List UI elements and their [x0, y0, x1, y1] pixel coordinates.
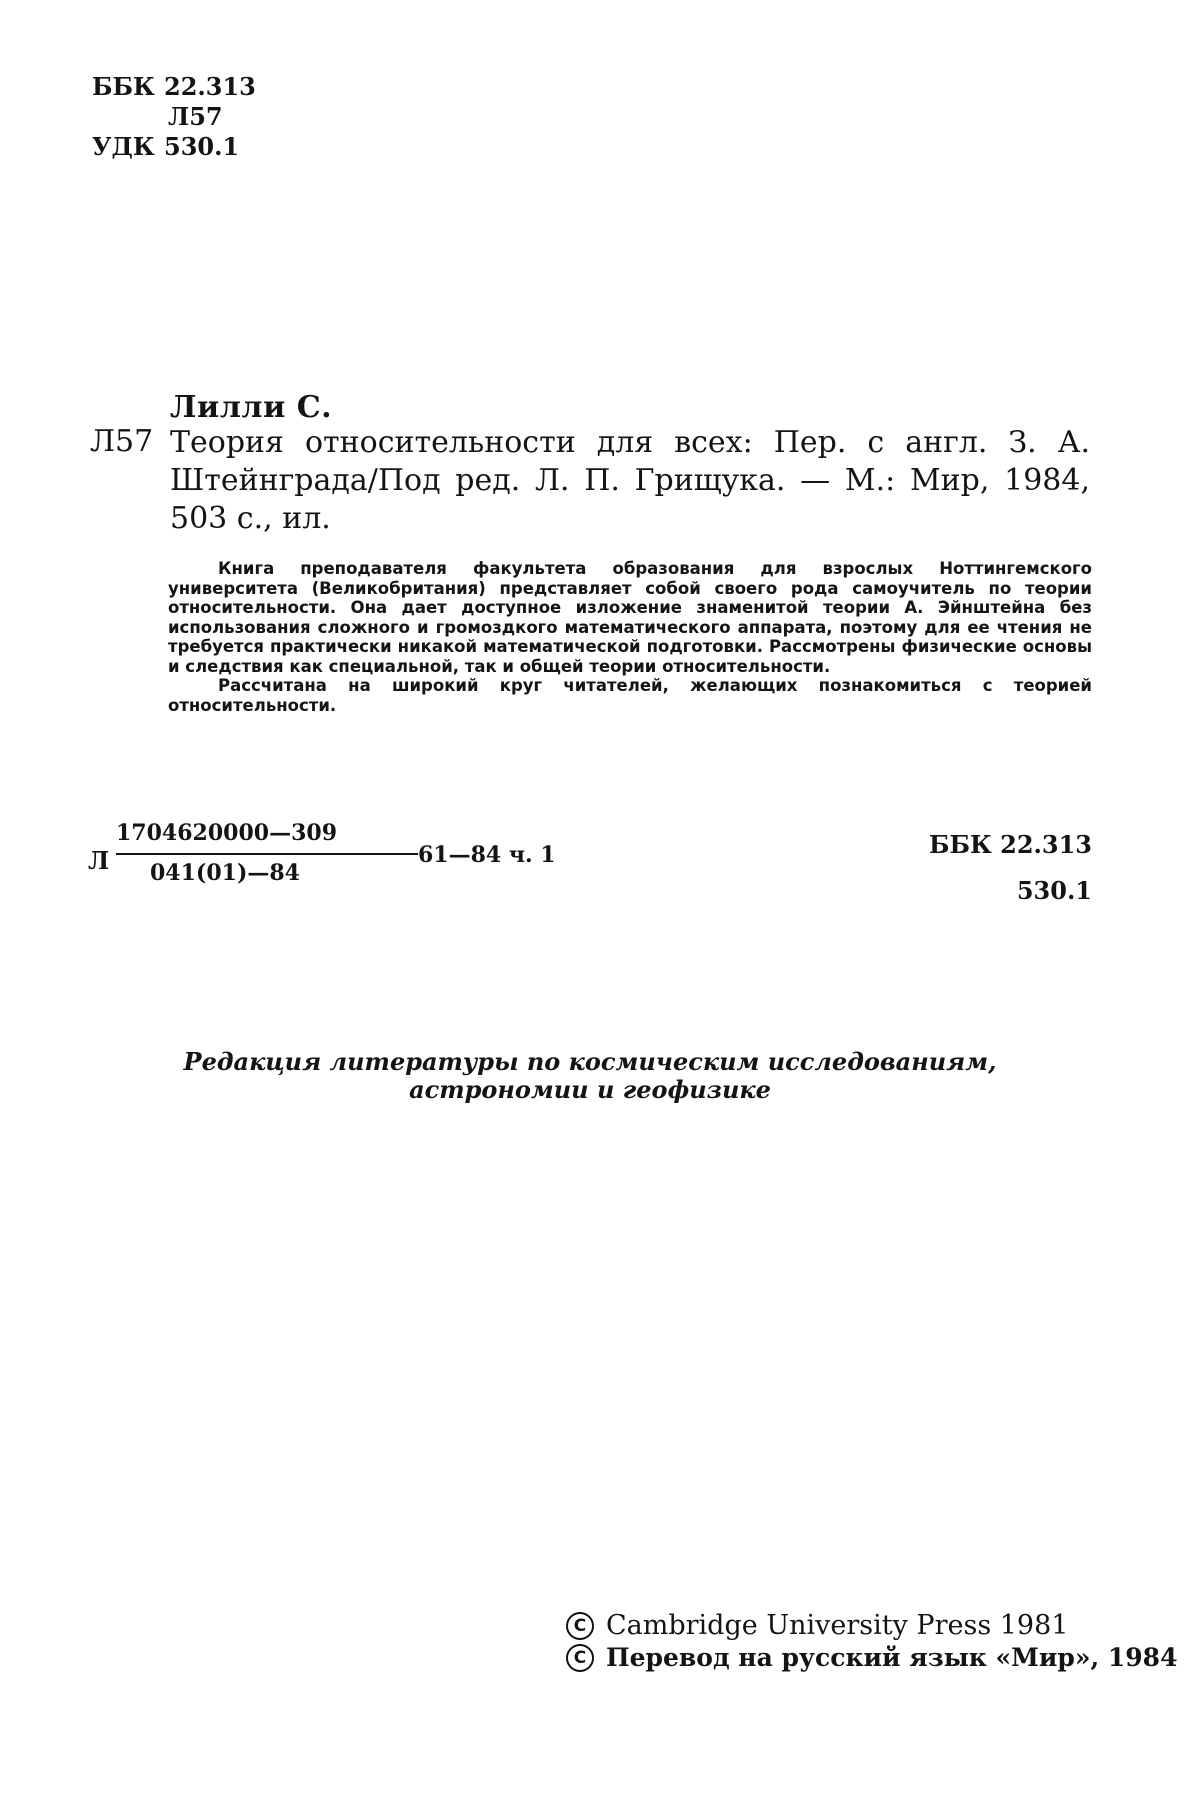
formula-denominator: 041(01)—84	[150, 860, 300, 886]
editorial-office	[0, 1048, 1180, 1104]
bbk-value: 22.313	[164, 72, 256, 101]
author-mark-row	[92, 102, 256, 132]
formula-letter: Л	[88, 846, 110, 875]
annotation-paragraph-1: Книга преподавателя факультета образования для взрослых Ноттингемского университета (Великобритания) представляет собой своего рода самоучитель по теории относительности. Она дает доступное изложение знаменитой теории А. Эйнштейна без использования сложного и громоздкого математического аппарата, поэтому для ее чтения не требуется практически никакой математической подготовки. Рассмотрены физические основы и следствия как специальной, так и общей теории относительности.	[168, 559, 1092, 676]
copyright-text-2: Перевод на русский язык «Мир», 1984	[606, 1643, 1178, 1672]
classification-block	[92, 72, 256, 162]
annotation-paragraph-2: Рассчитана на широкий круг читателей, желающих познакомиться с теорией относительности.	[168, 676, 1092, 715]
formula-tail: 61—84 ч. 1	[418, 842, 556, 868]
copyright-line-1	[566, 1610, 1177, 1642]
udk-value: 530.1	[164, 132, 240, 161]
editorial-line-2: астрономии и геофизике	[409, 1075, 771, 1104]
bbk-right-line-1: ББК 22.313	[928, 830, 1092, 859]
copyright-text-1: Cambridge University Press 1981	[606, 1610, 1069, 1641]
formula-fraction-bar	[116, 853, 418, 855]
copyright-icon: C	[566, 1644, 594, 1672]
udk-row	[92, 132, 256, 162]
bbk-label: ББК	[92, 72, 155, 101]
annotation	[168, 559, 1092, 715]
book-code: Л57	[90, 424, 154, 459]
udk-label: УДК	[92, 132, 155, 161]
book-author: Лилли С.	[170, 390, 333, 425]
index-formula	[88, 820, 556, 890]
copyright-block	[566, 1610, 1177, 1674]
bbk-right-line-2: 530.1	[1016, 876, 1092, 905]
bbk-right-block	[929, 822, 1092, 914]
formula-numerator: 1704620000—309	[116, 820, 337, 846]
copyright-line-2	[566, 1642, 1177, 1674]
copyright-icon: C	[566, 1612, 594, 1640]
bbk-row	[92, 72, 256, 102]
author-mark: Л57	[168, 102, 223, 131]
editorial-line-1: Редакция литературы по космическим исследованиям,	[183, 1047, 997, 1076]
book-description: Теория относительности для всех: Пер. с англ. З. А. Штейнграда/Под ред. Л. П. Грищука. — М.: Мир, 1984, 503 с., ил.	[170, 425, 1090, 536]
